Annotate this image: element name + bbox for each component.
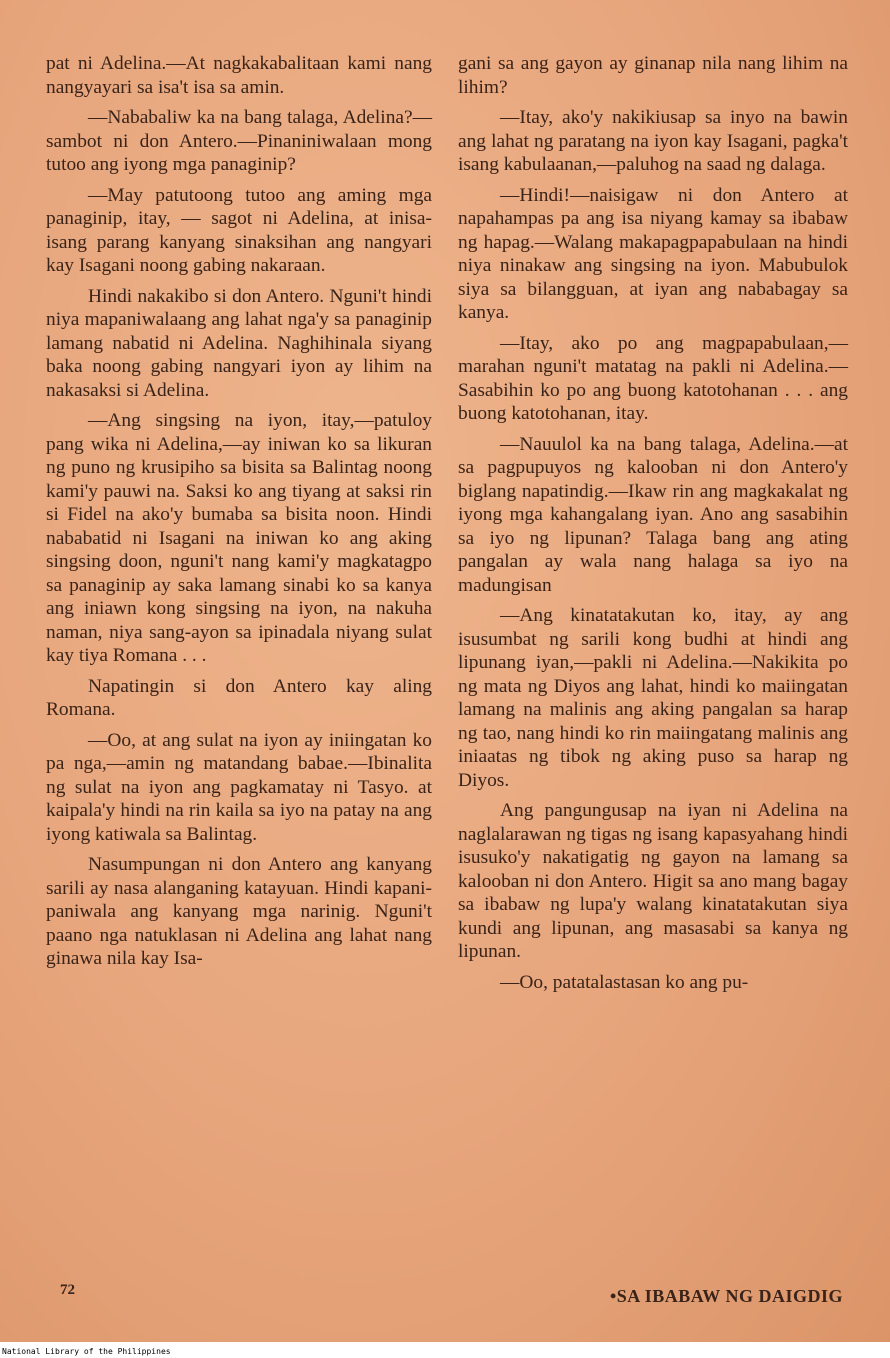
paragraph: Napatingin si don Antero kay aling Romana. <box>46 675 432 720</box>
paragraph: —Ang kinatatakutan ko, itay, ay ang isusumbat ng sarili kong budhi at hindi ang lipunang iyan,—pakli ni Adelina.—Nakikita po ng mata ng Diyos ang lahat, hindi ko maiingatan lamang na malinis ang aking pangalan sa harap ng tao, nang hindi ko rin maiingatang malinis ang iniaatas ng tibok ng aking puso sa harap ng Diyos. <box>458 605 848 791</box>
paragraph: —Nababaliw ka na bang talaga, Adelina?—sambot ni don Antero.—Pinaniniwalaan mong tutoo ang iyong mga panaginip? <box>46 107 432 175</box>
left-text-column <box>46 52 432 971</box>
paragraph: —May patutoong tutoo ang aming mga panaginip, itay, — sagot ni Adelina, at inisa-isang parang kanyang sinaksihan ang nangyari kay Isagani noong gabing nakaraan. <box>46 184 432 276</box>
paragraph: —Nauulol ka na bang talaga, Adelina.—at sa pagpupuyos ng kalooban ni don Antero'y biglang napatindig.—Ikaw rin ang magkakalat ng iyong mga kahangalang iyan. Ano ang sasabihin sa iyo ng lipunan? Talaga bang ang ating pangalan ay wala nang halaga sa iyo na madungisan <box>458 433 848 596</box>
paragraph: pat ni Adelina.—At nagkakabalitaan kami nang nangyayari sa isa't isa sa amin. <box>46 53 432 98</box>
library-credit: National Library of the Philippines <box>2 1347 171 1356</box>
paragraph: —Oo, patatalastasan ko ang pu- <box>500 971 749 993</box>
paragraph: Nasumpungan ni don Antero ang kanyang sarili ay nasa alanganing katayuan. Hindi kapani-paniwala ang kanyang mga narinig. Nguni't paano nga natuklasan ni Adelina ang lahat nang ginawa nila kay Isa- <box>46 854 432 969</box>
paragraph: —Itay, ako'y nakikiusap sa inyo na bawin ang lahat ng paratang na iyon kay Isagani, pagka't isang kabulaanan,—paluhog na saad ng dalaga. <box>458 107 848 175</box>
footer-strip <box>0 1342 890 1358</box>
paragraph: —Oo, at ang sulat na iyon ay iniingatan ko pa nga,—amin ng matandang babae.—Ibinalita ng sulat na iyon ang pagkamatay ni Tasyo. at kaipala'y hindi na rin kaila sa iyo na patay na ang iyong katiwala sa Balintag. <box>46 729 432 845</box>
paragraph: Hindi nakakibo si don Antero. Nguni't hindi niya mapaniwalaang ang lahat nga'y sa panaginip lamang nabatid ni Adelina. Naghihinala siyang baka noong gabing nangyari iyon ay lihim na nakasaksi si Adelina. <box>46 285 432 401</box>
page-number: 72 <box>60 1282 75 1298</box>
paragraph: —Itay, ako po ang magpapabulaan,—marahan nguni't matatag na pakli ni Adelina.—Sasabihin ko po ang buong katotohanan . . . ang buong katotohanan, itay. <box>458 332 848 424</box>
right-text-column <box>458 52 848 994</box>
paragraph: —Ang singsing na iyon, itay,—patuloy pang wika ni Adelina,—ay iniwan ko sa likuran ng puno ng krusipiho sa bisita sa Balintag noong kami'y pauwi na. Saksi ko ang tiyang at saksi rin si Fidel na ako'y bumaba sa bisita noon. Hindi nababatid ni Isagani na iniwan ko ang aking singsing doon, nguni't nang kami'y magkatagpo sa panaginip ay saka lamang sinabi ko sa kanya ang iniawn kong singsing na iyon, na nakuha naman, niya sang-ayon sa ipinadala niyang sulat kay tiya Romana . . . <box>46 410 432 666</box>
running-title: •SA IBABAW NG DAIGDIG <box>609 1286 843 1306</box>
paragraph: —Hindi!—naisigaw ni don Antero at napahampas pa ang isa niyang kamay sa ibabaw ng hapag.—Walang makapagpapabulaan na hindi niya ninakaw ang singsing na iyon. Mabubulok siya sa bilangguan, at iyan ang nababagay sa kanya. <box>458 184 848 323</box>
paragraph: Ang pangungusap na iyan ni Adelina na naglalarawan ng tigas ng isang kapasyahang hindi isusuko'y nakatigatig ng gayon na lamang sa kalooban ni don Antero. Higit sa ano mang bagay sa ibabaw ng lupa'y walang kinatatakutan siya kundi ang lipunan, ang masasabi sa kanya ng lipunan. <box>458 800 848 962</box>
paragraph: gani sa ang gayon ay ginanap nila nang lihim na lihim? <box>458 53 848 98</box>
